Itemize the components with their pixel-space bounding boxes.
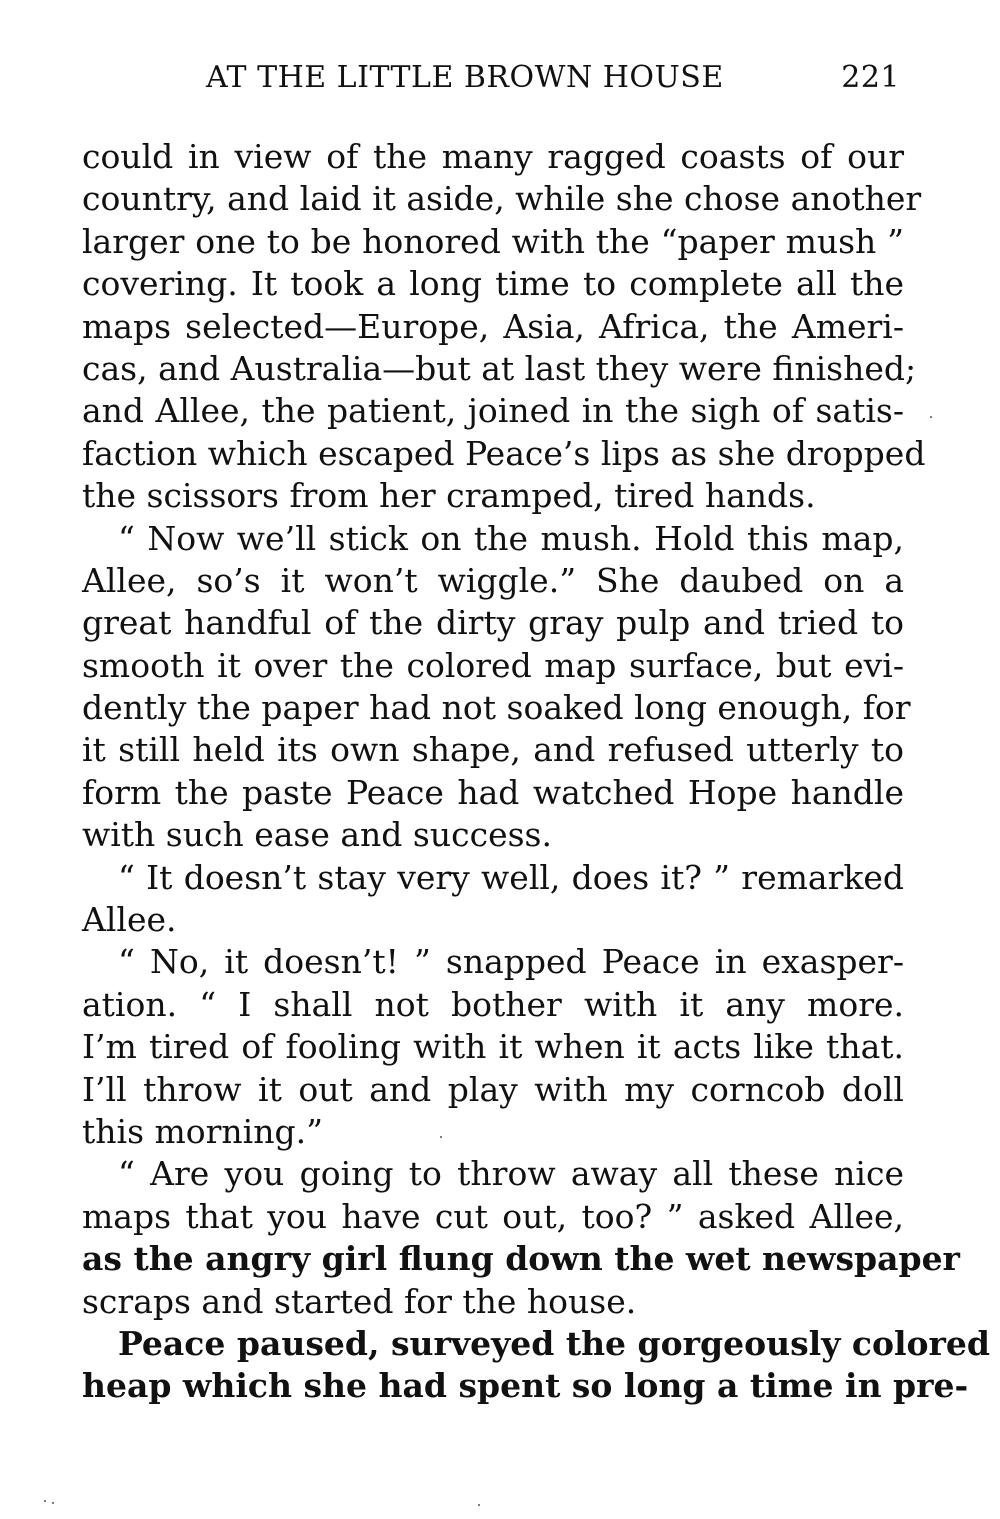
text-line: I’m tired of fooling with it when it acts like that. [82, 1027, 904, 1067]
scan-speck [440, 1136, 442, 1138]
scan-speck [930, 416, 932, 418]
text-line: with such ease and success. [82, 815, 552, 855]
text-line: ation. “ I shall not bother with it any more. [82, 984, 904, 1024]
text-line: “ No, it doesn’t! ” snapped Peace in exasper- [118, 942, 904, 982]
text-line: “ Are you going to throw away all these nice [118, 1154, 904, 1194]
running-title: AT THE LITTLE BROWN HOUSE [206, 60, 724, 95]
scan-speck [52, 1502, 54, 1504]
text-line: scraps and started for the house. [82, 1281, 637, 1321]
scan-speck [478, 1504, 480, 1506]
text-line: maps selected—Europe, Asia, Africa, the Ameri- [82, 306, 904, 346]
text-line: dently the paper had not soaked long enough, for [82, 688, 911, 728]
text-line: smooth it over the colored map surface, but evi- [82, 645, 904, 685]
text-line: and Allee, the patient, joined in the sigh of satis- [82, 391, 904, 431]
text-line: covering. It took a long time to complete all the [82, 264, 904, 304]
text-line: form the paste Peace had watched Hope handle [82, 772, 904, 812]
text-line: heap which she had spent so long a time in pre- [82, 1366, 969, 1406]
text-line: larger one to be honored with the “paper mush ” [82, 221, 904, 261]
text-line: Peace paused, surveyed the gorgeously colored [118, 1323, 990, 1363]
text-line: cas, and Australia—but at last they were finished; [82, 348, 917, 388]
text-line: this morning.” [82, 1111, 323, 1151]
text-line: maps that you have cut out, too? ” asked Allee, [82, 1196, 904, 1236]
text-line: it still held its own shape, and refused utterly to [82, 730, 904, 770]
text-line: Allee. [82, 900, 177, 940]
text-line: I’ll throw it out and play with my corncob doll [82, 1069, 904, 1109]
text-line: faction which escaped Peace’s lips as she dropped [82, 433, 926, 473]
scan-speck [44, 1500, 46, 1502]
page-number: 221 [841, 60, 900, 95]
running-header [82, 60, 904, 104]
body-text [82, 136, 990, 1408]
text-line: country, and laid it aside, while she chose another [82, 179, 922, 219]
text-line: could in view of the many ragged coasts of our [82, 137, 904, 176]
text-line: “ It doesn’t stay very well, does it? ” remarked [118, 857, 904, 897]
text-line: great handful of the dirty gray pulp and tried to [82, 603, 904, 643]
text-line: the scissors from her cramped, tired hands. [82, 476, 816, 516]
text-line: Allee, so’s it won’t wiggle.” She daubed on a [82, 560, 904, 600]
text-line: “ Now we’ll stick on the mush. Hold this map, [118, 518, 904, 558]
text-line: as the angry girl flung down the wet newspaper [82, 1239, 960, 1279]
